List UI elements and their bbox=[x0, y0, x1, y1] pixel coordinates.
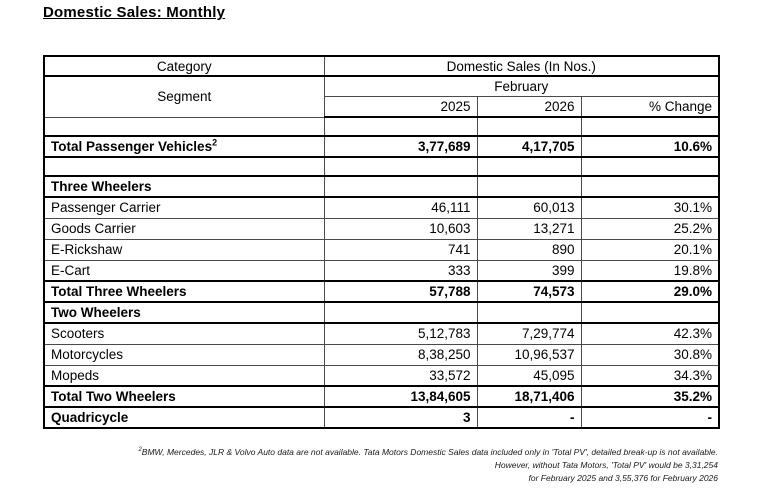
footnote-line: $^2$BMW, Mercedes, JLR & Volvo Auto data are not available. Tata Motors Domestic Sales data included only in 'Total PV', detailed break-up is not available. bbox=[138, 447, 718, 457]
spacer-row bbox=[44, 117, 719, 136]
table-row bbox=[44, 218, 719, 239]
value-2025-cell: 3,77,689 bbox=[324, 136, 477, 157]
footnote-marker: 2 bbox=[212, 137, 218, 148]
domestic-sales-table bbox=[43, 55, 720, 429]
pct-change-header: % Change bbox=[581, 96, 719, 117]
table-row bbox=[44, 176, 719, 197]
pct-change-cell bbox=[581, 176, 719, 197]
table-row bbox=[44, 136, 719, 157]
value-2025-cell bbox=[324, 117, 477, 136]
table-row bbox=[44, 302, 719, 323]
table-row bbox=[44, 260, 719, 281]
segment-label-cell: Motorcycles bbox=[44, 344, 324, 365]
value-2026-cell bbox=[477, 176, 581, 197]
value-2025-cell bbox=[324, 302, 477, 323]
pct-change-cell: 20.1% bbox=[581, 239, 719, 260]
table-row bbox=[44, 197, 719, 218]
segment-header: Segment bbox=[44, 76, 324, 117]
table-row bbox=[44, 281, 719, 302]
value-2025-cell: 10,603 bbox=[324, 218, 477, 239]
pct-change-cell bbox=[581, 302, 719, 323]
page-title: Domestic Sales: Monthly bbox=[43, 4, 226, 21]
footnote-line: for February 2025 and 3,55,376 for February 2026 bbox=[528, 473, 718, 483]
value-2026-cell: 890 bbox=[477, 239, 581, 260]
segment-label-cell: Three Wheelers bbox=[44, 176, 324, 197]
value-2026-cell: 18,71,406 bbox=[477, 386, 581, 407]
pct-change-cell: 10.6% bbox=[581, 136, 719, 157]
value-2026-cell: 399 bbox=[477, 260, 581, 281]
value-2026-cell: 60,013 bbox=[477, 197, 581, 218]
value-2026-cell: 45,095 bbox=[477, 365, 581, 386]
pct-change-cell: 30.1% bbox=[581, 197, 719, 218]
value-2025-cell: 333 bbox=[324, 260, 477, 281]
value-2025-cell: 5,12,783 bbox=[324, 323, 477, 344]
value-2026-cell bbox=[477, 302, 581, 323]
segment-label-cell: Total Three Wheelers bbox=[44, 281, 324, 302]
segment-label-cell: Quadricycle bbox=[44, 407, 324, 428]
table-body bbox=[44, 117, 719, 428]
segment-label-cell: Total Passenger Vehicles$^2$ bbox=[44, 136, 324, 157]
value-2025-cell: 741 bbox=[324, 239, 477, 260]
pct-change-cell bbox=[581, 157, 719, 176]
value-2026-cell bbox=[477, 117, 581, 136]
footnote-marker: 2 bbox=[138, 447, 142, 454]
header-row-month bbox=[44, 76, 719, 96]
segment-label-cell bbox=[44, 157, 324, 176]
pct-change-cell: 25.2% bbox=[581, 218, 719, 239]
value-2025-cell bbox=[324, 176, 477, 197]
segment-label-cell: Total Two Wheelers bbox=[44, 386, 324, 407]
value-2025-cell: 33,572 bbox=[324, 365, 477, 386]
pct-change-cell: 19.8% bbox=[581, 260, 719, 281]
pct-change-cell: 34.3% bbox=[581, 365, 719, 386]
table-header bbox=[44, 56, 719, 117]
pct-change-cell: 29.0% bbox=[581, 281, 719, 302]
value-2026-cell: 4,17,705 bbox=[477, 136, 581, 157]
value-2025-cell: 57,788 bbox=[324, 281, 477, 302]
table-row bbox=[44, 407, 719, 428]
value-2026-cell: 74,573 bbox=[477, 281, 581, 302]
category-header: Category bbox=[44, 56, 324, 76]
value-2026-cell: 7,29,774 bbox=[477, 323, 581, 344]
footnote-line: However, without Tata Motors, 'Total PV' would be 3,31,254 bbox=[494, 460, 718, 470]
pct-change-cell bbox=[581, 117, 719, 136]
year-2026-header: 2026 bbox=[477, 96, 581, 117]
value-2026-cell: 10,96,537 bbox=[477, 344, 581, 365]
pct-change-cell: - bbox=[581, 407, 719, 428]
segment-label-cell: E-Cart bbox=[44, 260, 324, 281]
month-header: February bbox=[324, 76, 719, 96]
value-2025-cell: 46,111 bbox=[324, 197, 477, 218]
pct-change-cell: 30.8% bbox=[581, 344, 719, 365]
segment-label-cell: Scooters bbox=[44, 323, 324, 344]
footnote bbox=[43, 446, 718, 485]
segment-label-cell: Goods Carrier bbox=[44, 218, 324, 239]
header-row-category bbox=[44, 56, 719, 76]
value-2025-cell: 13,84,605 bbox=[324, 386, 477, 407]
table-row bbox=[44, 365, 719, 386]
segment-label-cell bbox=[44, 117, 324, 136]
table-row bbox=[44, 344, 719, 365]
value-2026-cell: 13,271 bbox=[477, 218, 581, 239]
value-2025-cell bbox=[324, 157, 477, 176]
table-row bbox=[44, 323, 719, 344]
value-2025-cell: 8,38,250 bbox=[324, 344, 477, 365]
pct-change-cell: 35.2% bbox=[581, 386, 719, 407]
year-2025-header: 2025 bbox=[324, 96, 477, 117]
segment-label-cell: E-Rickshaw bbox=[44, 239, 324, 260]
value-2026-cell: - bbox=[477, 407, 581, 428]
spacer-row bbox=[44, 157, 719, 176]
value-2025-cell: 3 bbox=[324, 407, 477, 428]
value-2026-cell bbox=[477, 157, 581, 176]
table-row bbox=[44, 386, 719, 407]
segment-label-cell: Passenger Carrier bbox=[44, 197, 324, 218]
domestic-sales-header: Domestic Sales (In Nos.) bbox=[324, 56, 719, 76]
table-row bbox=[44, 239, 719, 260]
segment-label-cell: Two Wheelers bbox=[44, 302, 324, 323]
segment-label-cell: Mopeds bbox=[44, 365, 324, 386]
pct-change-cell: 42.3% bbox=[581, 323, 719, 344]
